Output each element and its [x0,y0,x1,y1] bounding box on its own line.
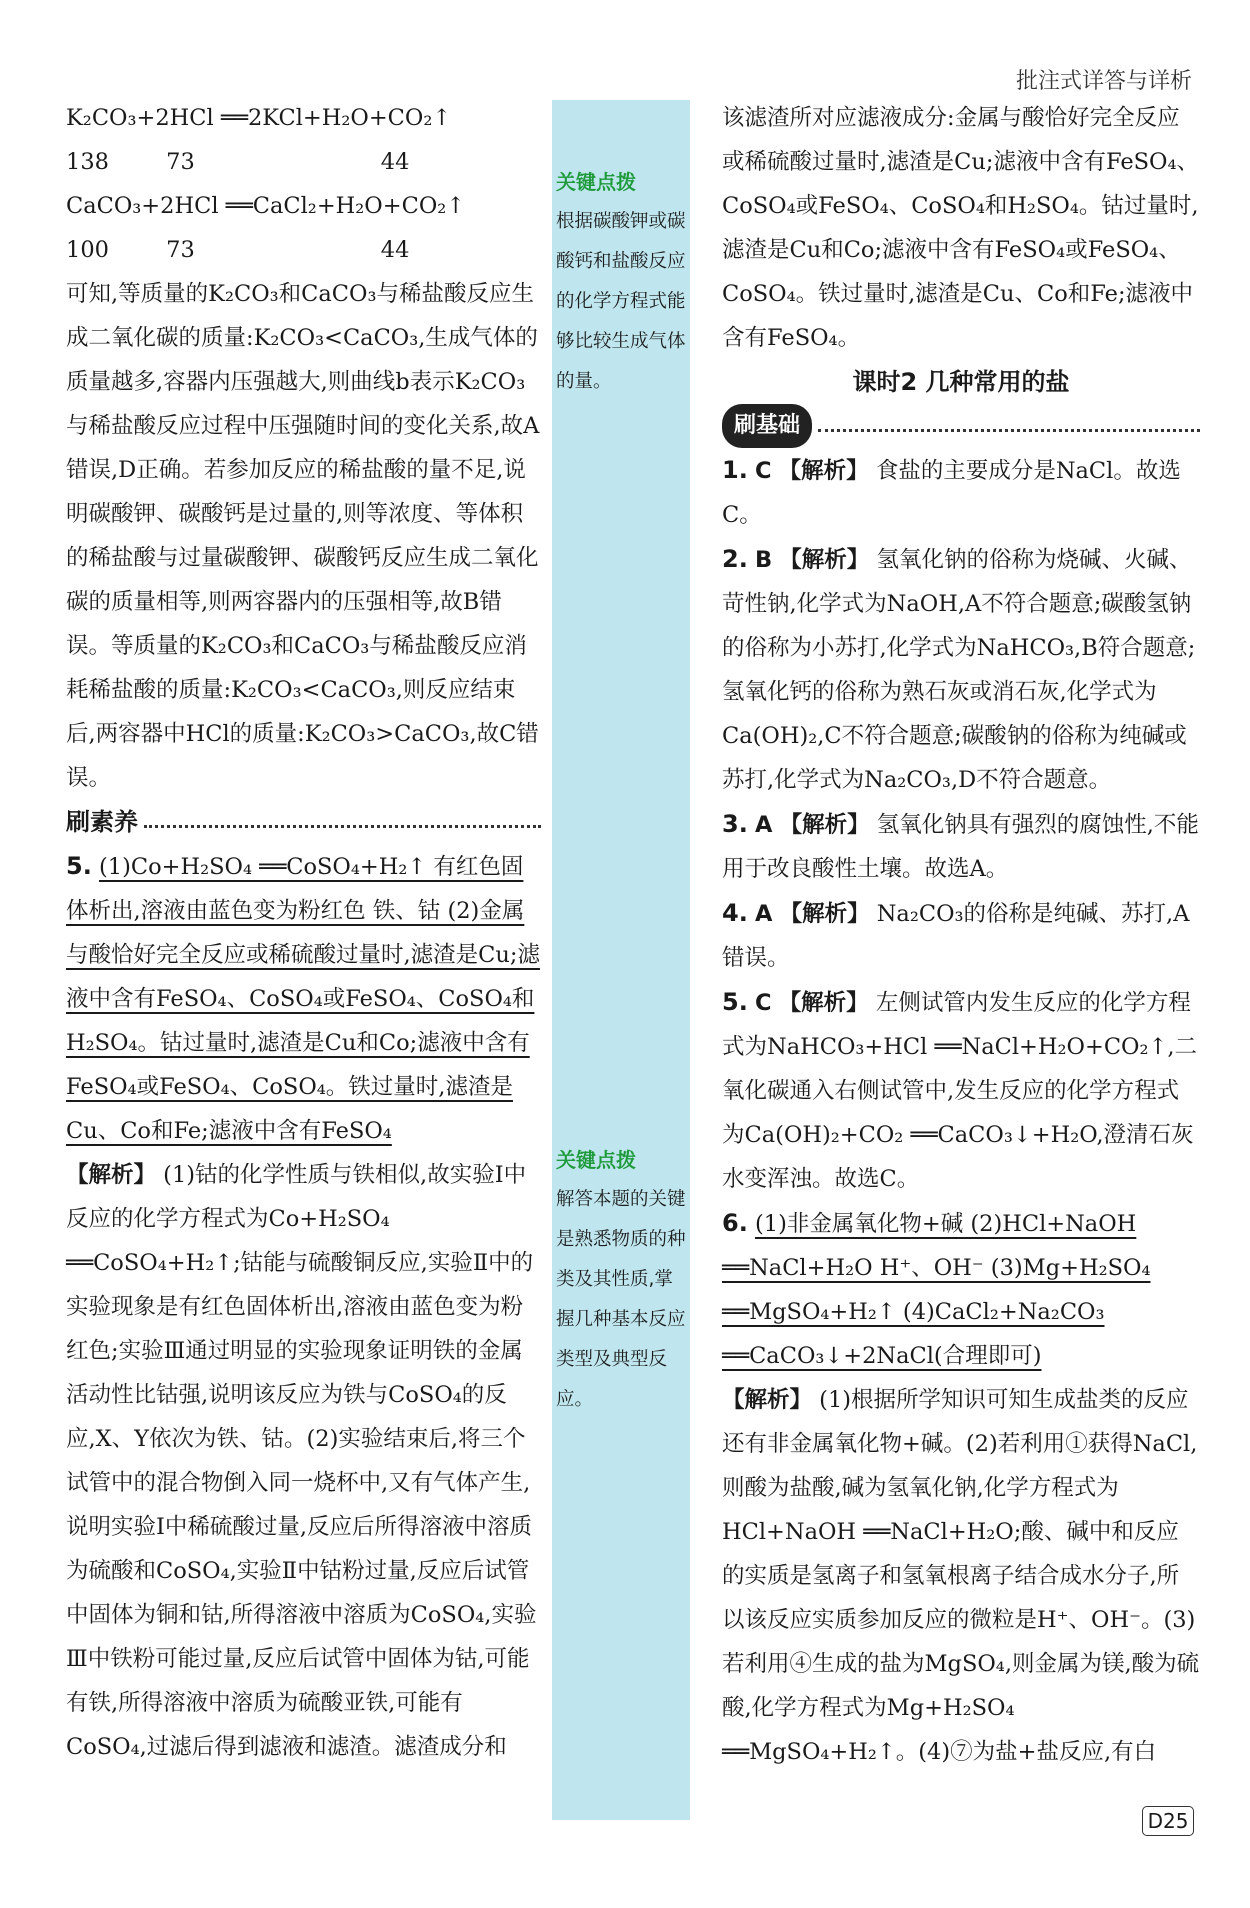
equation-mass: 138 73 44 [66,149,410,175]
key-note-title: 关键点拨 [556,1148,636,1172]
analysis-text: (1)根据所学知识可知生成盐类的反应还有非金属氧化物+碱。(2)若利用①获得NaCl,则酸为盐酸,碱为氢氧化钠,化学方程式为HCl+NaOH ══NaCl+H₂O;酸、碱中和反应的实质是氢离子和氢氧根离子结合成水分子,所以该反应实质参加反应的微粒是H⁺、OH⁻。(3)若利用④生成的盐为MgSO₄,则金属为镁,酸为硫酸,化学方程式为Mg+H₂SO₄ ══MgSO₄+H₂↑。(4)⑦为盐+盐反应,有白 [722,1387,1200,1765]
section-header [722,404,1200,448]
analysis-label: 【解析】 [779,547,870,573]
question-number: 2. [722,545,748,573]
left-column [66,96,541,1769]
key-note-title: 关键点拨 [556,170,636,194]
paragraph: 可知,等质量的K₂CO₃和CaCO₃与稀盐酸反应生成二氧化碳的质量:K₂CO₃<CaCO₃,生成气体的质量越多,容器内压强越大,则曲线b表示K₂CO₃与稀盐酸反应过程中压强随时间的变化关系,故A错误,D正确。若参加反应的稀盐酸的量不足,说明碳酸钾、碳酸钙是过量的,则等浓度、等体积的稀盐酸与过量碳酸钾、碳酸钙反应生成二氧化碳的质量相等,则两容器内的压强相等,故B错误。等质量的K₂CO₃和CaCO₃与稀盐酸反应消耗稀盐酸的质量:K₂CO₃<CaCO₃,则反应结束后,两容器中HCl的质量:K₂CO₃>CaCO₃,故C错误。 [66,281,540,791]
answer-letter: C [754,990,772,1016]
paragraph: 该滤渣所对应滤液成分:金属与酸恰好完全反应或稀硫酸过量时,滤渣是Cu;滤液中含有FeSO₄、CoSO₄或FeSO₄、CoSO₄和H₂SO₄。钴过量时,滤渣是Cu和Co;滤液中含有FeSO₄或FeSO₄、CoSO₄。铁过量时,滤渣是Cu、Co和Fe;滤液中含有FeSO₄。 [722,105,1200,351]
dotted-divider [818,429,1200,432]
section-header [66,800,541,844]
section-title: 刷基础 [722,404,812,448]
key-note-text: 根据碳酸钾或碳酸钙和盐酸反应的化学方程式能够比较生成气体的量。 [556,211,686,392]
analysis-text: 氢氧化钠具有强烈的腐蚀性,不能用于改良酸性土壤。故选A。 [722,812,1199,882]
key-note-1 [556,162,686,402]
analysis-label: 【解析】 [66,1162,157,1188]
key-note-2 [556,1140,686,1420]
page-number: D25 [1142,1806,1194,1836]
dotted-divider [144,825,541,828]
question-item [722,802,1200,891]
analysis-text: 左侧试管内发生反应的化学方程式为NaHCO₃+HCl ══NaCl+H₂O+CO₂↑,二氧化碳通入右侧试管中,发生反应的化学方程式为Ca(OH)₂+CO₂ ══CaCO₃↓+H₂O,澄清石灰水变浑浊。故选C。 [722,990,1198,1192]
question-number: 6. [722,1209,748,1237]
question-item [722,891,1200,980]
analysis [66,1153,541,1769]
section-title: 刷素养 [66,808,138,836]
question-number: 5. [722,988,748,1016]
analysis-label: 【解析】 [778,458,869,484]
analysis-label: 【解析】 [778,990,869,1016]
question-number: 5. [66,852,92,880]
analysis-label: 【解析】 [779,812,870,838]
analysis-text: 食盐的主要成分是NaCl。故选C。 [722,458,1181,528]
header-title: 批注式详答与详析 [1015,69,1192,94]
analysis [722,1378,1200,1774]
question-5 [66,844,541,1153]
question-6 [722,1201,1200,1378]
equation: CaCO₃+2HCl ══CaCl₂+H₂O+CO₂↑ [66,193,466,219]
answer: (1)Co+H₂SO₄ ══CoSO₄+H₂↑ 有红色固体析出,溶液由蓝色变为粉红色 铁、钴 (2)金属与酸恰好完全反应或稀硫酸过量时,滤渣是Cu;滤液中含有FeSO₄、CoSO₄或FeSO₄、CoSO₄和H₂SO₄。钴过量时,滤渣是Cu和Co;滤液中含有FeSO₄或FeSO₄、CoSO₄。铁过量时,滤渣是Cu、Co和Fe;滤液中含有FeSO₄ [66,854,540,1144]
analysis-label: 【解析】 [722,1387,813,1413]
question-number: 1. [722,456,748,484]
analysis-text: 氢氧化钠的俗称为烧碱、火碱、苛性钠,化学式为NaOH,A不符合题意;碳酸氢钠的俗称为小苏打,化学式为NaHCO₃,B符合题意;氢氧化钙的俗称为熟石灰或消石灰,化学式为Ca(OH)₂,C不符合题意;碳酸钠的俗称为纯碱或苏打,化学式为Na₂CO₃,D不符合题意。 [722,547,1196,793]
question-item [722,980,1200,1201]
question-number: 4. [722,899,748,927]
equation-mass: 100 73 44 [66,237,410,263]
question-number: 3. [722,810,748,838]
question-item [722,537,1200,802]
answer-letter: B [754,547,773,573]
key-note-text: 解答本题的关键是熟悉物质的种类及其性质,掌握几种基本反应类型及典型反应。 [556,1189,686,1410]
answer-letter: A [754,901,773,927]
analysis-label: 【解析】 [779,901,870,927]
right-column [722,96,1200,1774]
equation: K₂CO₃+2HCl ══2KCl+H₂O+CO₂↑ [66,105,452,131]
answer-letter: A [754,812,773,838]
analysis-text: (1)钴的化学性质与铁相似,故实验Ⅰ中反应的化学方程式为Co+H₂SO₄ ══CoSO₄+H₂↑;钴能与硫酸铜反应,实验Ⅱ中的实验现象是有红色固体析出,溶液由蓝色变为粉红色;实验Ⅲ通过明显的实验现象证明铁的金属活动性比钴强,说明该反应为铁与CoSO₄的反应,X、Y依次为铁、钴。(2)实验结束后,将三个试管中的混合物倒入同一烧杯中,又有气体产生,说明实验Ⅰ中稀硫酸过量,反应后所得溶液中溶质为硫酸和CoSO₄,实验Ⅱ中钴粉过量,反应后试管中固体为铜和钴,所得溶液中溶质为CoSO₄,实验Ⅲ中铁粉可能过量,反应后试管中固体为钴,可能有铁,所得溶液中溶质为硫酸亚铁,可能有CoSO₄,过滤后得到滤液和滤渣。滤渣成分和 [66,1162,537,1760]
answer: (1)非金属氧化物+碱 (2)HCl+NaOH ══NaCl+H₂O H⁺、OH⁻ (3)Mg+H₂SO₄ ══MgSO₄+H₂↑ (4)CaCl₂+Na₂CO₃ ══CaCO₃↓+2NaCl(合理即可) [722,1211,1151,1369]
question-item [722,448,1200,537]
answer-letter: C [754,458,772,484]
lesson-title: 课时2 几种常用的盐 [852,368,1070,396]
analysis-text: Na₂CO₃的俗称是纯碱、苏打,A错误。 [722,901,1190,971]
